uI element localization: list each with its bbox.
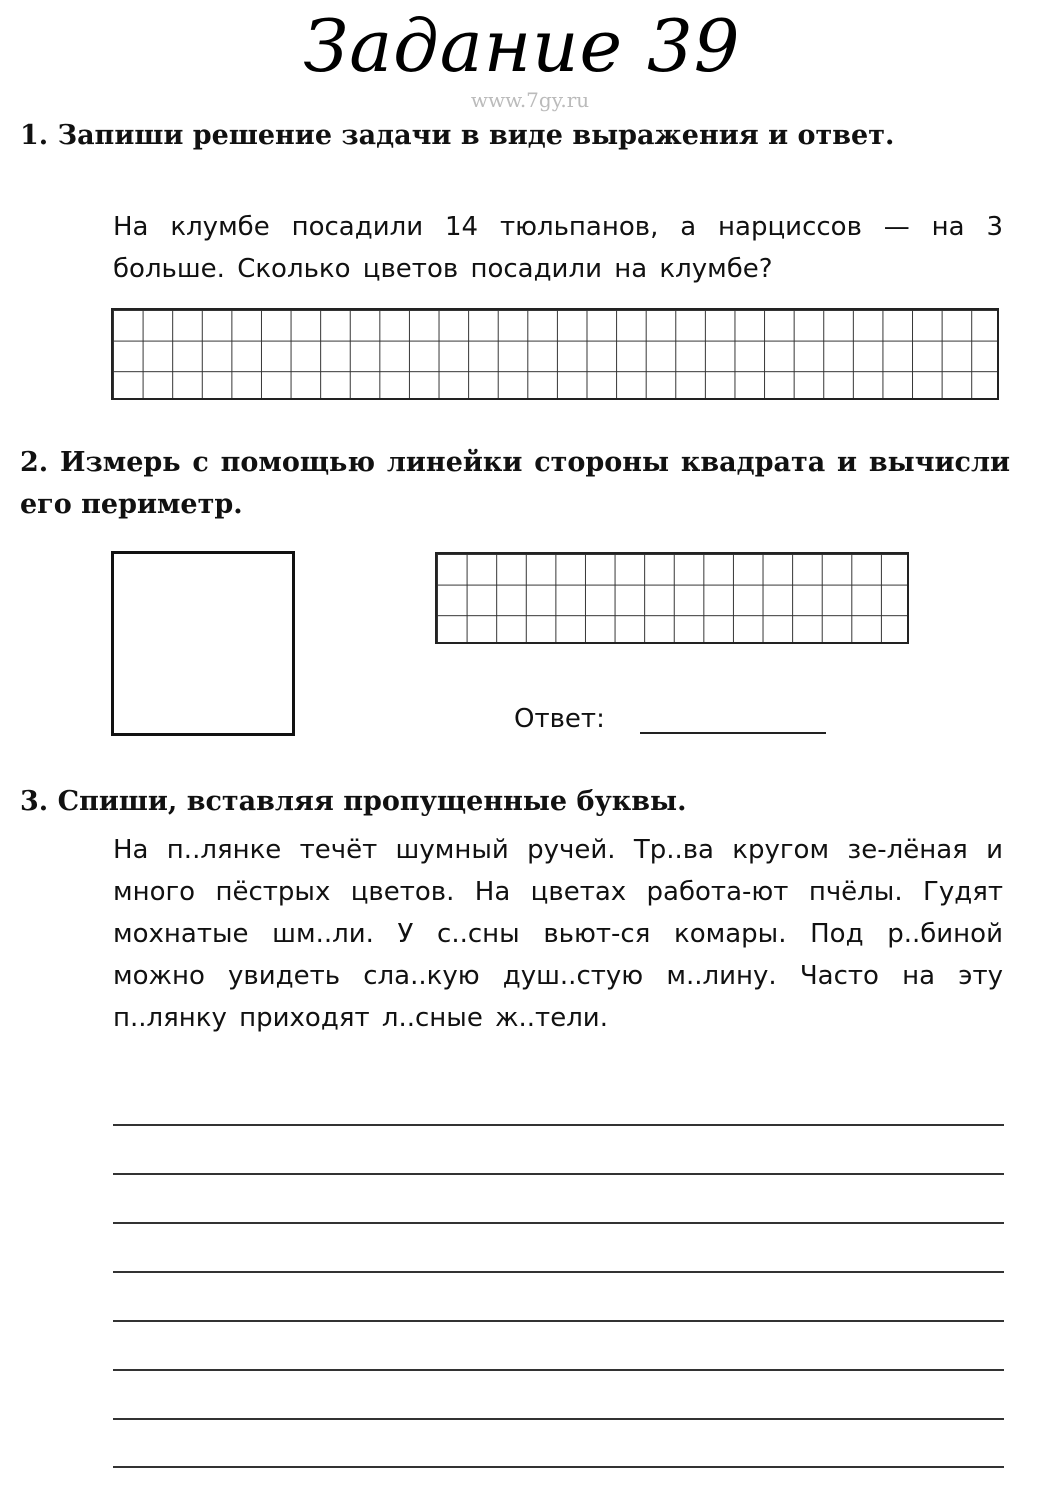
task-3-number: 3. [20, 786, 49, 817]
writing-line[interactable] [113, 1466, 1004, 1468]
answer-line[interactable] [640, 732, 826, 734]
writing-line[interactable] [113, 1320, 1004, 1322]
task-3-text: На п..лянке течёт шумный ручей. Тр..ва кругом зе-лёная и много пёстрых цветов. На цветах работа-ют пчёлы. Гудят мохнатые шм..ли. У с..сны вьют-ся комары. Под р..биной можно увидеть сла..кую душ..стую м..лину. Часто на эту п..лянку приходят л..сные ж..тели. [113, 835, 1003, 1033]
writing-line[interactable] [113, 1124, 1004, 1126]
task-2-instruction-text: Измерь с помощью линейки стороны квадрата и вычисли его периметр. [20, 447, 1011, 520]
task-2-instruction [20, 442, 1010, 526]
writing-line[interactable] [113, 1369, 1004, 1371]
square-figure [111, 551, 295, 736]
task-1-instruction-text: Запиши решение задачи в виде выражения и ответ. [57, 120, 895, 151]
task-2-answer-grid[interactable] [435, 552, 909, 644]
writing-line[interactable] [113, 1271, 1004, 1273]
writing-line[interactable] [113, 1222, 1004, 1224]
task-1-number: 1. [20, 120, 49, 151]
answer-label: Ответ: [514, 704, 605, 734]
watermark: www.7gy.ru [470, 88, 590, 112]
task-1-instruction [20, 115, 1010, 157]
task-3-instruction [20, 781, 1010, 823]
task-2-number: 2. [20, 447, 49, 478]
writing-line[interactable] [113, 1418, 1004, 1420]
task-3-instruction-text: Спиши, вставляя пропущенные буквы. [57, 786, 687, 817]
page-title: Задание 39 [303, 4, 741, 88]
task-1-problem: На клумбе посадили 14 тюльпанов, а нарциссов — на 3 больше. Сколько цветов посадили на клумбе? [113, 212, 1003, 284]
writing-line[interactable] [113, 1173, 1004, 1175]
task-1-answer-grid[interactable] [111, 308, 999, 400]
